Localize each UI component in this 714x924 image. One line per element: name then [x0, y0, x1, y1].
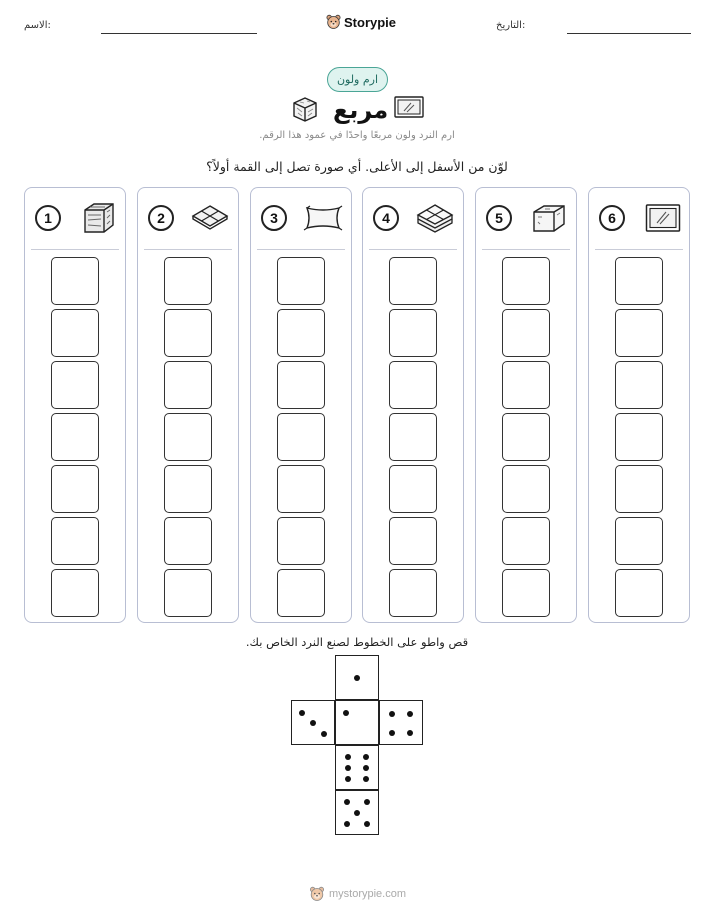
color-box[interactable] [615, 257, 663, 305]
date-line[interactable] [567, 33, 691, 34]
sugar-cube-icon [290, 94, 320, 124]
pip [363, 765, 369, 771]
column-divider [482, 249, 570, 250]
pip [363, 776, 369, 782]
activity-tag: ارم ولون [327, 67, 388, 92]
color-box[interactable] [615, 465, 663, 513]
dice-face-5 [335, 790, 379, 835]
color-box[interactable] [277, 465, 325, 513]
color-box[interactable] [51, 517, 99, 565]
color-box[interactable] [164, 569, 212, 617]
pip [364, 821, 370, 827]
instruction-text: ارم النرد ولون مربعًا واحدًا في عمود هذا الرقم. [259, 130, 455, 141]
column-header [35, 202, 117, 234]
column-header [373, 202, 455, 234]
color-box[interactable] [51, 361, 99, 409]
column-divider [257, 249, 345, 250]
color-box[interactable] [51, 413, 99, 461]
color-box[interactable] [502, 465, 550, 513]
dice-face-1 [335, 655, 379, 700]
column-header [148, 202, 230, 234]
footer [309, 886, 406, 902]
pip [344, 821, 350, 827]
color-box[interactable] [615, 517, 663, 565]
color-box[interactable] [502, 361, 550, 409]
color-box[interactable] [164, 517, 212, 565]
page-title: مربع [333, 96, 389, 124]
color-box[interactable] [277, 413, 325, 461]
stacked-tiles-icon [415, 202, 455, 234]
column-header [599, 202, 681, 234]
square-tile-icon [190, 203, 230, 233]
column-3 [250, 187, 352, 623]
wooden-cube-icon [81, 201, 117, 235]
color-box[interactable] [389, 465, 437, 513]
column-number: 6 [599, 205, 625, 231]
color-box[interactable] [502, 569, 550, 617]
pip [407, 711, 413, 717]
color-box[interactable] [502, 257, 550, 305]
mirror-icon [394, 96, 424, 118]
brand-logo [326, 14, 396, 30]
color-box[interactable] [615, 361, 663, 409]
color-box[interactable] [164, 361, 212, 409]
cut-instruction: قص واطو على الخطوط لصنع النرد الخاص بك. [245, 635, 469, 649]
brand-name: Storypie [344, 14, 397, 30]
color-box[interactable] [389, 517, 437, 565]
color-box[interactable] [389, 569, 437, 617]
dice-face-1 [335, 700, 379, 745]
color-box[interactable] [277, 257, 325, 305]
column-header [486, 202, 568, 234]
color-box[interactable] [502, 309, 550, 357]
color-box[interactable] [389, 257, 437, 305]
dice-face-4 [379, 700, 423, 745]
bear-mascot-icon [309, 886, 325, 902]
color-box[interactable] [502, 517, 550, 565]
pip [345, 765, 351, 771]
color-box[interactable] [277, 309, 325, 357]
color-box[interactable] [164, 465, 212, 513]
pip [310, 720, 316, 726]
color-box[interactable] [502, 413, 550, 461]
color-box[interactable] [164, 309, 212, 357]
color-box[interactable] [51, 309, 99, 357]
pip [321, 731, 327, 737]
color-box[interactable] [277, 569, 325, 617]
column-2 [137, 187, 239, 623]
dice-face-6 [335, 745, 379, 790]
color-box[interactable] [277, 361, 325, 409]
pip [343, 710, 349, 716]
bear-mascot-icon [326, 14, 341, 30]
pip [345, 754, 351, 760]
column-divider [369, 249, 457, 250]
column-number: 1 [35, 205, 61, 231]
pip [344, 799, 350, 805]
color-box[interactable] [164, 257, 212, 305]
pip [299, 710, 305, 716]
color-box[interactable] [389, 361, 437, 409]
column-1 [24, 187, 126, 623]
color-box[interactable] [389, 309, 437, 357]
pip [389, 711, 395, 717]
color-box[interactable] [615, 569, 663, 617]
pip [363, 754, 369, 760]
column-number: 5 [486, 205, 512, 231]
column-6 [588, 187, 690, 623]
column-number: 2 [148, 205, 174, 231]
name-line[interactable] [101, 33, 257, 34]
column-divider [31, 249, 119, 250]
color-box[interactable] [615, 413, 663, 461]
column-header [261, 202, 343, 234]
pip [407, 730, 413, 736]
mirror-icon [645, 203, 681, 233]
dice-face-3 [291, 700, 335, 745]
pip [364, 799, 370, 805]
color-box[interactable] [164, 413, 212, 461]
color-box[interactable] [277, 517, 325, 565]
column-divider [144, 249, 232, 250]
question-text: لوّن من الأسفل إلى الأعلى. أي صورة تصل إلى القمة أولاً؟ [206, 159, 508, 174]
column-divider [595, 249, 683, 250]
color-box[interactable] [51, 257, 99, 305]
color-box[interactable] [615, 309, 663, 357]
footer-site: mystorypie.com [329, 888, 407, 900]
column-number: 4 [373, 205, 399, 231]
date-label: التاريخ: [496, 20, 526, 31]
color-box[interactable] [51, 465, 99, 513]
column-number: 3 [261, 205, 287, 231]
color-box[interactable] [51, 569, 99, 617]
pip [354, 675, 360, 681]
pip [389, 730, 395, 736]
column-4 [362, 187, 464, 623]
ice-cube-icon [530, 202, 568, 234]
pip [354, 810, 360, 816]
column-5 [475, 187, 577, 623]
pillow-icon [303, 204, 343, 232]
pip [345, 776, 351, 782]
name-label: الاسم: [24, 20, 51, 31]
color-box[interactable] [389, 413, 437, 461]
